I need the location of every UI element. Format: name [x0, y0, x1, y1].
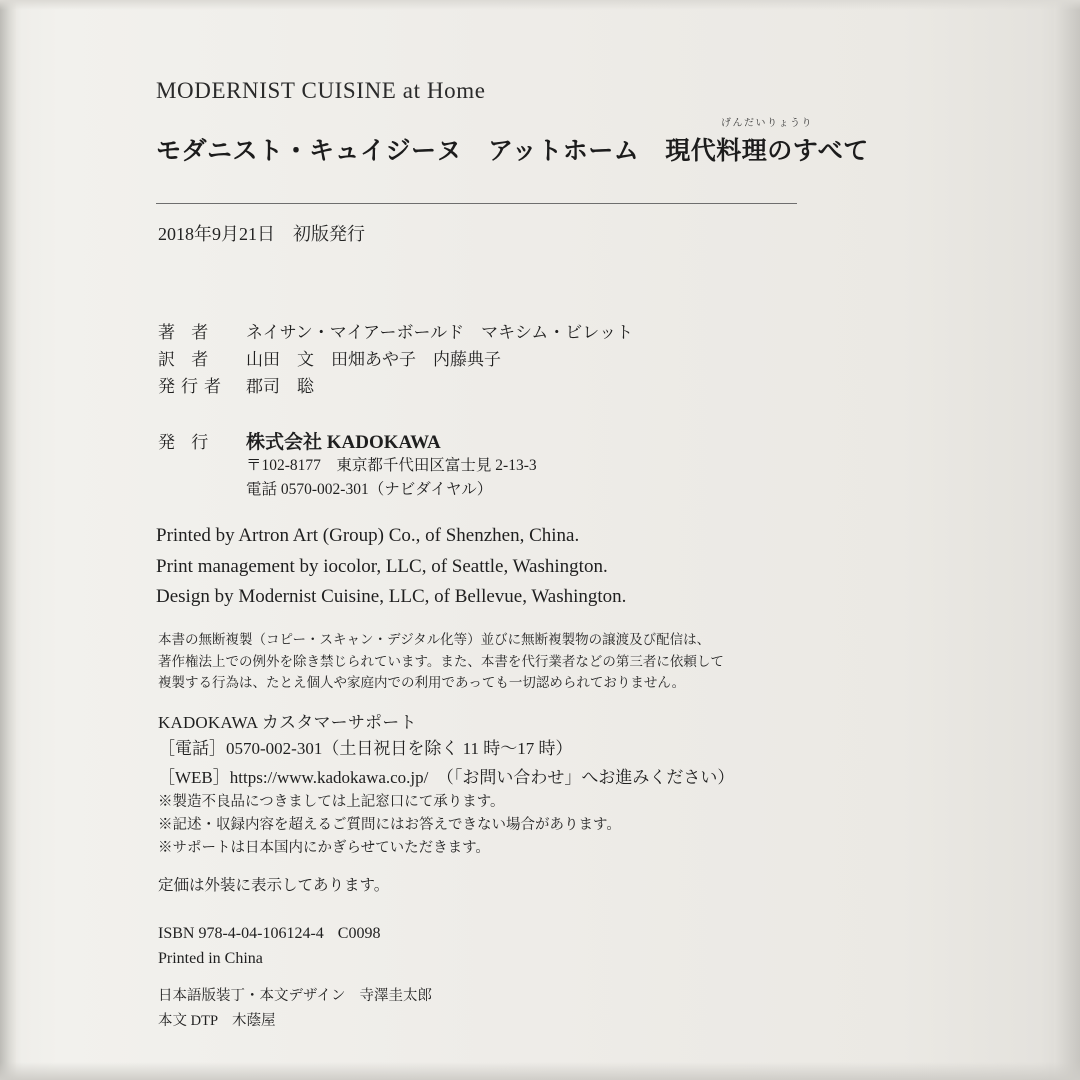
page-content — [156, 0, 869, 1080]
price-note: 定価は外装に表示してあります。 — [158, 877, 390, 894]
credit-label-publisher-person: 発行者 — [158, 377, 227, 396]
customer-support-block — [158, 708, 734, 860]
japanese-title-part3: 現代料理のすべて — [665, 138, 869, 165]
design-credit-label-cover: 日本語版装丁・本文デザイン — [158, 988, 346, 1004]
publisher-address: 〒102-8177 東京都千代田区富士見 2-13-3 — [246, 457, 537, 474]
design-credits-block — [158, 984, 432, 1034]
customer-support-title: KADOKAWA カスタマーサポート — [158, 713, 417, 732]
design-credit-row — [158, 1009, 432, 1034]
credit-row — [158, 372, 633, 399]
printed-in: Printed in China — [158, 950, 263, 967]
japanese-subtitle-with-ruby — [665, 118, 869, 167]
production-line-printed-by: Printed by Artron Art (Group) Co., of Shenzhen, China. — [156, 525, 580, 546]
design-credit-value-dtp: 木蔭屋 — [232, 1013, 276, 1029]
japanese-title — [156, 118, 869, 167]
production-line-print-management: Print management by iocolor, LLC, of Seattle, Washington. — [156, 555, 608, 577]
customer-support-note: ※記述・収録内容を超えるご質問にはお答えできない場合があります。 — [158, 817, 621, 833]
publisher-block — [158, 427, 537, 502]
production-line-design: Design by Modernist Cuisine, LLC, of Bellevue, Washington. — [156, 586, 627, 607]
copyright-notice-line: 本書の無断複製（コピー・スキャン・デジタル化等）並びに無断複製物の譲渡及び配信は、 — [158, 632, 711, 647]
publisher-name: 株式会社 KADOKAWA — [246, 432, 441, 453]
design-credit-value-cover: 寺澤圭太郎 — [359, 988, 432, 1004]
isbn-code: C0098 — [337, 925, 381, 942]
japanese-title-part1: モダニスト・キュイジーヌ — [156, 138, 463, 165]
page-left-edge-shadow — [0, 0, 16, 1080]
credits-block — [158, 318, 633, 399]
customer-support-phone: ［電話］0570-002-301（土日祝日を除く 11 時〜17 時） — [158, 739, 573, 758]
isbn-line — [158, 921, 380, 946]
design-credit-label-dtp: 本文 DTP — [158, 1013, 219, 1029]
isbn-number: ISBN 978-4-04-106124-4 — [158, 925, 324, 942]
publication-date-line — [158, 220, 365, 246]
english-title: MODERNIST CUISINE at Home — [156, 78, 486, 103]
credit-value-author: ネイサン・マイアーボールド マキシム・ビレット — [246, 323, 634, 342]
publisher-phone: 電話 0570-002-301（ナビダイヤル） — [246, 481, 493, 498]
page-right-edge-shadow — [1054, 0, 1080, 1080]
credit-row — [158, 345, 633, 372]
copyright-notice-line: 著作権法上での例外を除き禁じられています。また、本書を代行業者などの第三者に依頼して — [158, 653, 724, 669]
title-divider — [156, 203, 797, 204]
credit-label-translator: 訳 者 — [158, 350, 215, 369]
design-credit-row — [158, 984, 432, 1009]
credit-row — [158, 318, 633, 345]
publisher-name-row — [158, 427, 537, 454]
copyright-notice-line: 複製する行為は、たとえ個人や家庭内での利用であっても一切認められておりません。 — [158, 675, 686, 690]
publication-date: 2018年9月21日 — [158, 224, 275, 244]
edition-label: 初版発行 — [293, 224, 365, 244]
production-credits — [156, 521, 626, 613]
credit-label-author: 著 者 — [158, 323, 215, 342]
credit-value-translator: 山田 文 田畑あや子 内藤典子 — [246, 350, 501, 369]
japanese-subtitle-ruby: げんだいりょうり — [721, 118, 814, 129]
copyright-notice — [158, 629, 724, 694]
japanese-title-part2: アットホーム — [488, 138, 640, 165]
publisher-label: 発 行 — [158, 433, 215, 452]
customer-support-web[interactable]: ［WEB］https://www.kadokawa.co.jp/ （「お問い合わせ」へお進みください） — [158, 768, 735, 787]
customer-support-note: ※製造不良品につきましては上記窓口にて承ります。 — [158, 794, 505, 810]
customer-support-note: ※サポートは日本国内にかぎらせていただきます。 — [158, 840, 490, 856]
isbn-block — [158, 921, 380, 971]
credit-value-publisher-person: 郡司 聡 — [246, 377, 314, 396]
